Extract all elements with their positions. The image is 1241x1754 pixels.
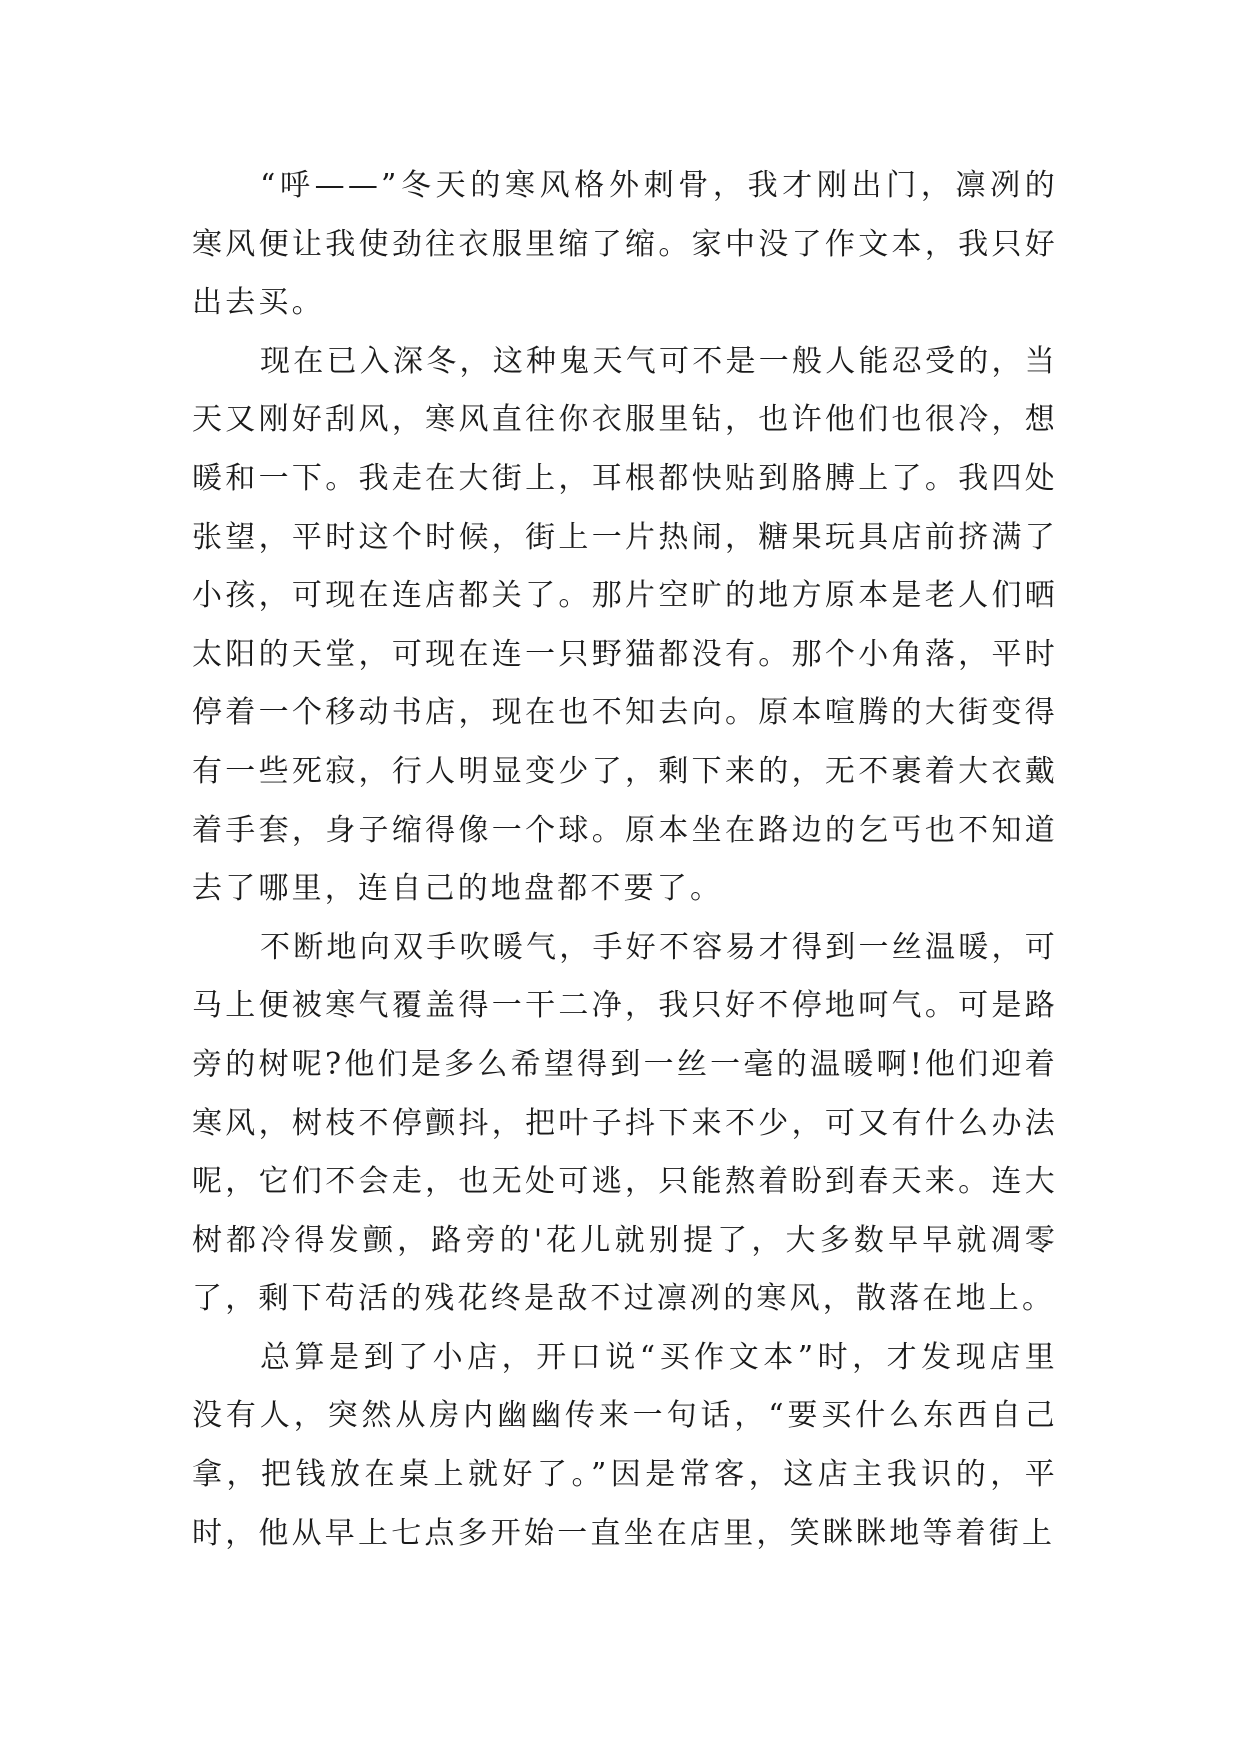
essay-body bbox=[192, 157, 1058, 1563]
paragraph-3: 不断地向双手吹暖气，手好不容易才得到一丝温暖，可马上便被寒气覆盖得一干二净，我只好不停地呵气。可是路旁的树呢?他们是多么希望得到一丝一毫的温暖啊!他们迎着寒风，树枝不停颤抖，把叶子抖下来不少，可又有什么办法呢，它们不会走，也无处可逃，只能熬着盼到春天来。连大树都冷得发颤，路旁的'花儿就别提了，大多数早早就凋零了，剩下苟活的残花终是敌不过凛冽的寒风，散落在地上。 bbox=[192, 929, 1058, 1317]
paragraph-2: 现在已入深冬，这种鬼天气可不是一般人能忍受的，当天又刚好刮风，寒风直往你衣服里钻，也许他们也很冷，想暖和一下。我走在大街上，耳根都快贴到胳膊上了。我四处张望，平时这个时候，街上一片热闹，糖果玩具店前挤满了小孩，可现在连店都关了。那片空旷的地方原本是老人们晒太阳的天堂，可现在连一只野猫都没有。那个小角落，平时停着一个移动书店，现在也不知去向。原本喧腾的大街变得有一些死寂，行人明显变少了，剩下来的，无不裹着大衣戴着手套，身子缩得像一个球。原本坐在路边的乞丐也不知道去了哪里，连自己的地盘都不要了。 bbox=[192, 343, 1058, 907]
paragraph-4: 总算是到了小店，开口说“买作文本”时，才发现店里没有人，突然从房内幽幽传来一句话，“要买什么东西自己拿，把钱放在桌上就好了。”因是常客，这店主我识的，平时，他从早上七点多开始一直坐在店里，笑眯眯地等着街上 bbox=[192, 1339, 1058, 1551]
paragraph-1: “呼——”冬天的寒风格外刺骨，我才刚出门，凛冽的寒风便让我使劲往衣服里缩了缩。家中没了作文本，我只好出去买。 bbox=[192, 168, 1058, 321]
